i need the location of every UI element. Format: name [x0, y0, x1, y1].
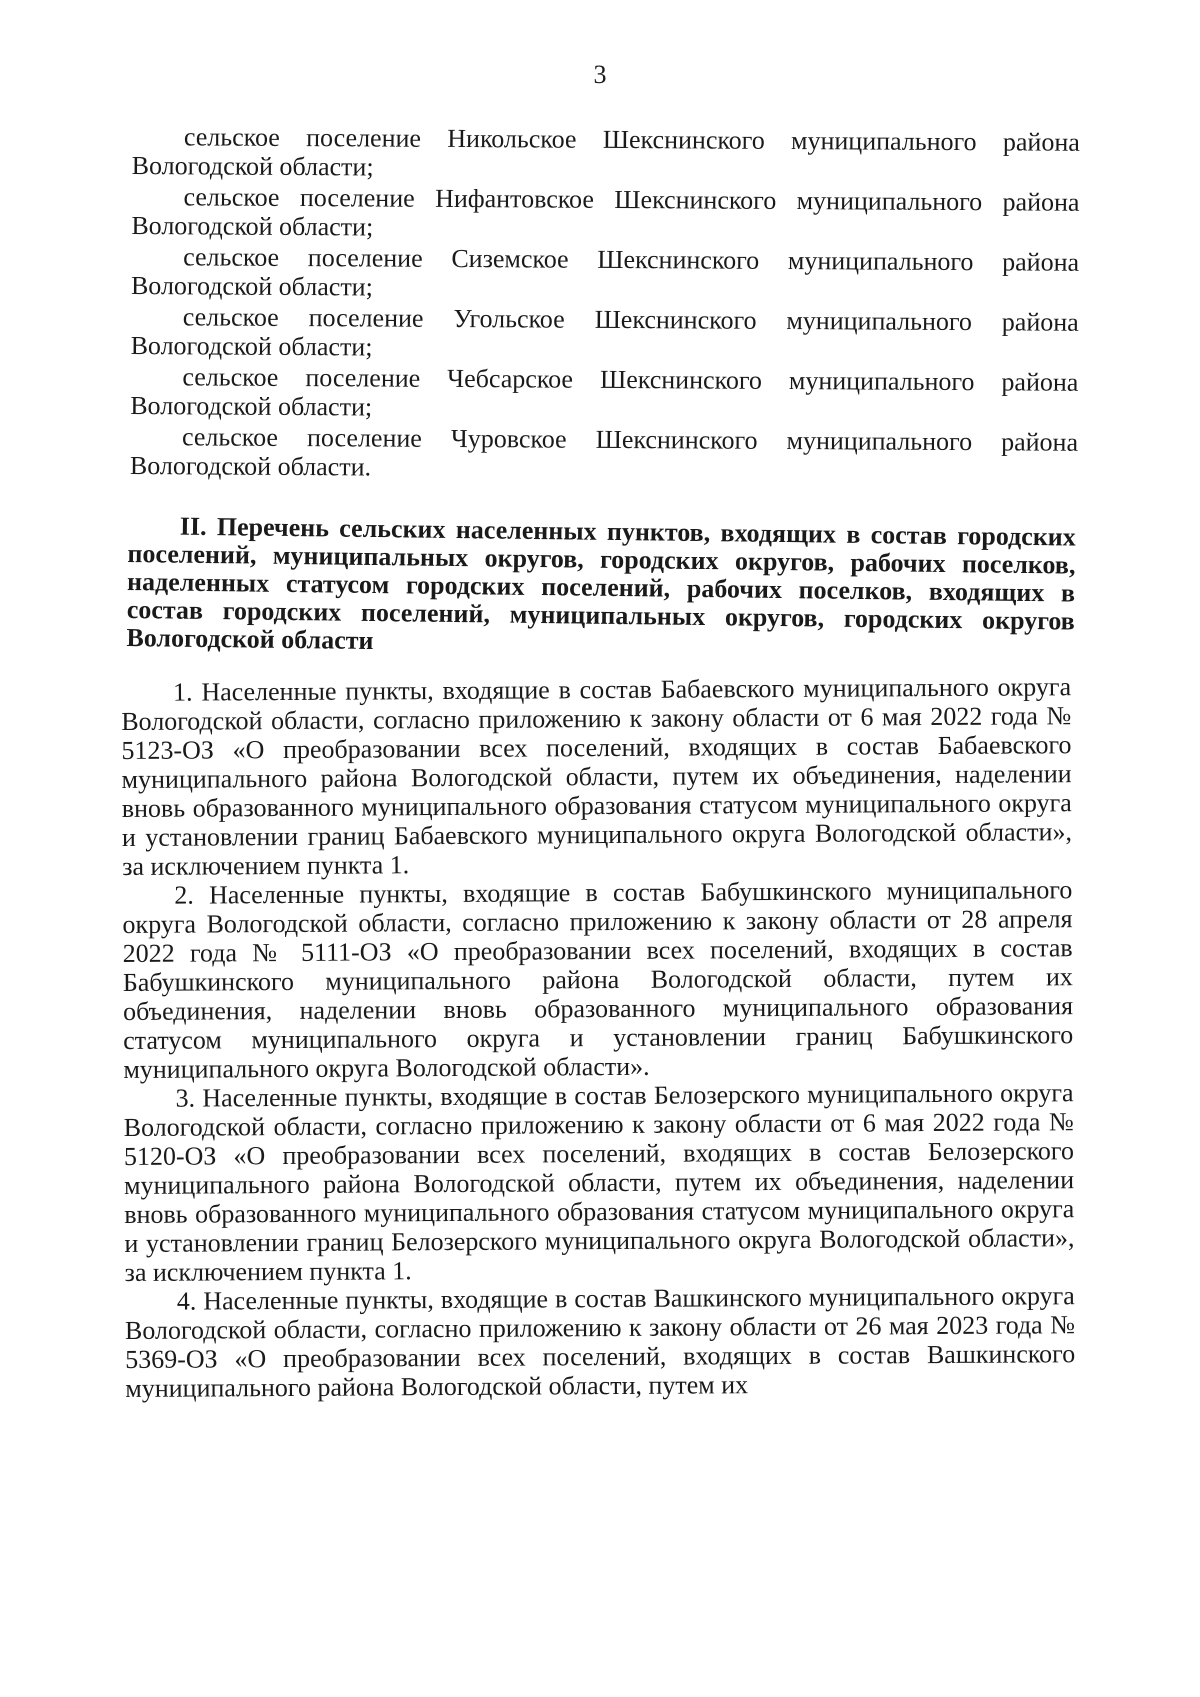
settlement-tail: Вологодской области; — [131, 150, 374, 182]
word: поселение — [306, 423, 422, 453]
settlement-tail: Вологодской области; — [130, 330, 373, 362]
settlement-name: Чуровское — [450, 423, 567, 454]
numbered-paragraph: 1. Населенные пункты, входящие в состав Бабаевского муниципального округа Вологодской области, согласно приложению к закону области от 6 мая 2022 года № 5123-ОЗ «О преобразовании всех поселений, входящих в состав Бабаевского муниципального района Вологодской области, путем их объединения, наделении вновь образованного муниципального образования статусом муниципального округа и установлении границ Бабаевского муниципального округа Вологодской области», за исключением пункта 1. — [121, 672, 1073, 881]
word: муниципального — [786, 306, 973, 337]
word: поселение — [307, 243, 423, 273]
word: поселение — [299, 183, 415, 213]
settlement-name: Никольское — [447, 123, 577, 154]
numbered-paragraph: 2. Населенные пункты, входящие в состав Бабушкинского муниципального округа Вологодской области, согласно приложению к закону области от 28 апреля 2022 года № 5111-ОЗ «О преобразовании всех поселений, входящих в состав Бабушкинского муниципального района Вологодской области, путем их объединения, наделении вновь образованного муниципального образования статусом муниципального округа и установлении границ Бабушкинского муниципального округа Вологодской области». — [122, 875, 1074, 1084]
word: поселение — [306, 123, 422, 153]
word: Шекснинского — [595, 424, 758, 455]
word: сельское — [182, 302, 279, 332]
word: поселение — [308, 303, 424, 333]
page-number: 3 — [593, 60, 607, 89]
list-item — [132, 122, 1080, 186]
list-item — [131, 242, 1079, 306]
word: сельское — [183, 242, 280, 272]
settlement-tail: Вологодской области; — [131, 210, 374, 242]
word: района — [1002, 127, 1080, 157]
list-item — [131, 182, 1079, 246]
word: Шекснинского — [597, 244, 760, 275]
numbered-paragraph: 4. Населенные пункты, входящие в состав Вашкинского муниципального округа Вологодской области, согласно приложению к закону области от 26 мая 2023 года № 5369-ОЗ «О преобразовании всех поселений, входящих в состав Вашкинского муниципального района Вологодской области, путем их — [124, 1281, 1076, 1403]
word: сельское — [182, 362, 279, 392]
settlement-tail: Вологодской области; — [130, 270, 373, 302]
settlement-tail: Вологодской области. — [129, 450, 372, 482]
word: района — [1001, 307, 1079, 337]
list-item — [130, 362, 1078, 426]
word: Шекснинского — [594, 304, 757, 335]
settlement-name: Угольское — [453, 303, 565, 334]
settlement-name: Нифантовское — [435, 183, 595, 214]
settlement-tail: Вологодской области; — [130, 390, 373, 422]
word: района — [1002, 187, 1080, 217]
word: сельское — [183, 122, 280, 152]
list-item — [131, 302, 1079, 366]
word: муниципального — [787, 246, 974, 277]
word: Шекснинского — [614, 184, 777, 215]
section-heading: II. Перечень сельских населенных пунктов, входящих в состав городских поселений, муниципальных округов, городских округов, рабочих поселков, наделенных статусом городских поселений, рабочих поселков, входящих в состав городских поселений, муниципальных округов, городских округов Вологодской области — [126, 511, 1076, 656]
word: муниципального — [796, 186, 983, 217]
settlement-list — [130, 122, 1080, 488]
word: района — [1001, 367, 1079, 397]
word: района — [1001, 427, 1079, 457]
word: Шекснинского — [599, 364, 763, 395]
settlement-name: Чебсарское — [447, 363, 574, 394]
numbered-items — [121, 672, 1075, 1403]
word: муниципального — [788, 366, 975, 397]
word: Шекснинского — [602, 124, 765, 155]
word: поселение — [305, 363, 421, 393]
word: сельское — [181, 422, 279, 452]
settlement-name: Сиземское — [451, 243, 569, 274]
list-item — [130, 422, 1078, 486]
word: сельское — [183, 182, 280, 212]
numbered-paragraph: 3. Населенные пункты, входящие в состав Белозерского муниципального округа Вологодской области, согласно приложению к закону области от 6 мая 2022 года № 5120-ОЗ «О преобразовании всех поселений, входящих в состав Белозерского муниципального района Вологодской области, путем их объединения, наделении вновь образованного муниципального образования статусом муниципального округа и установлении границ Белозерского муниципального округа Вологодской области», за исключением пункта 1. — [123, 1078, 1075, 1287]
word: района — [1002, 247, 1080, 277]
word: муниципального — [786, 426, 973, 457]
word: муниципального — [790, 126, 977, 157]
